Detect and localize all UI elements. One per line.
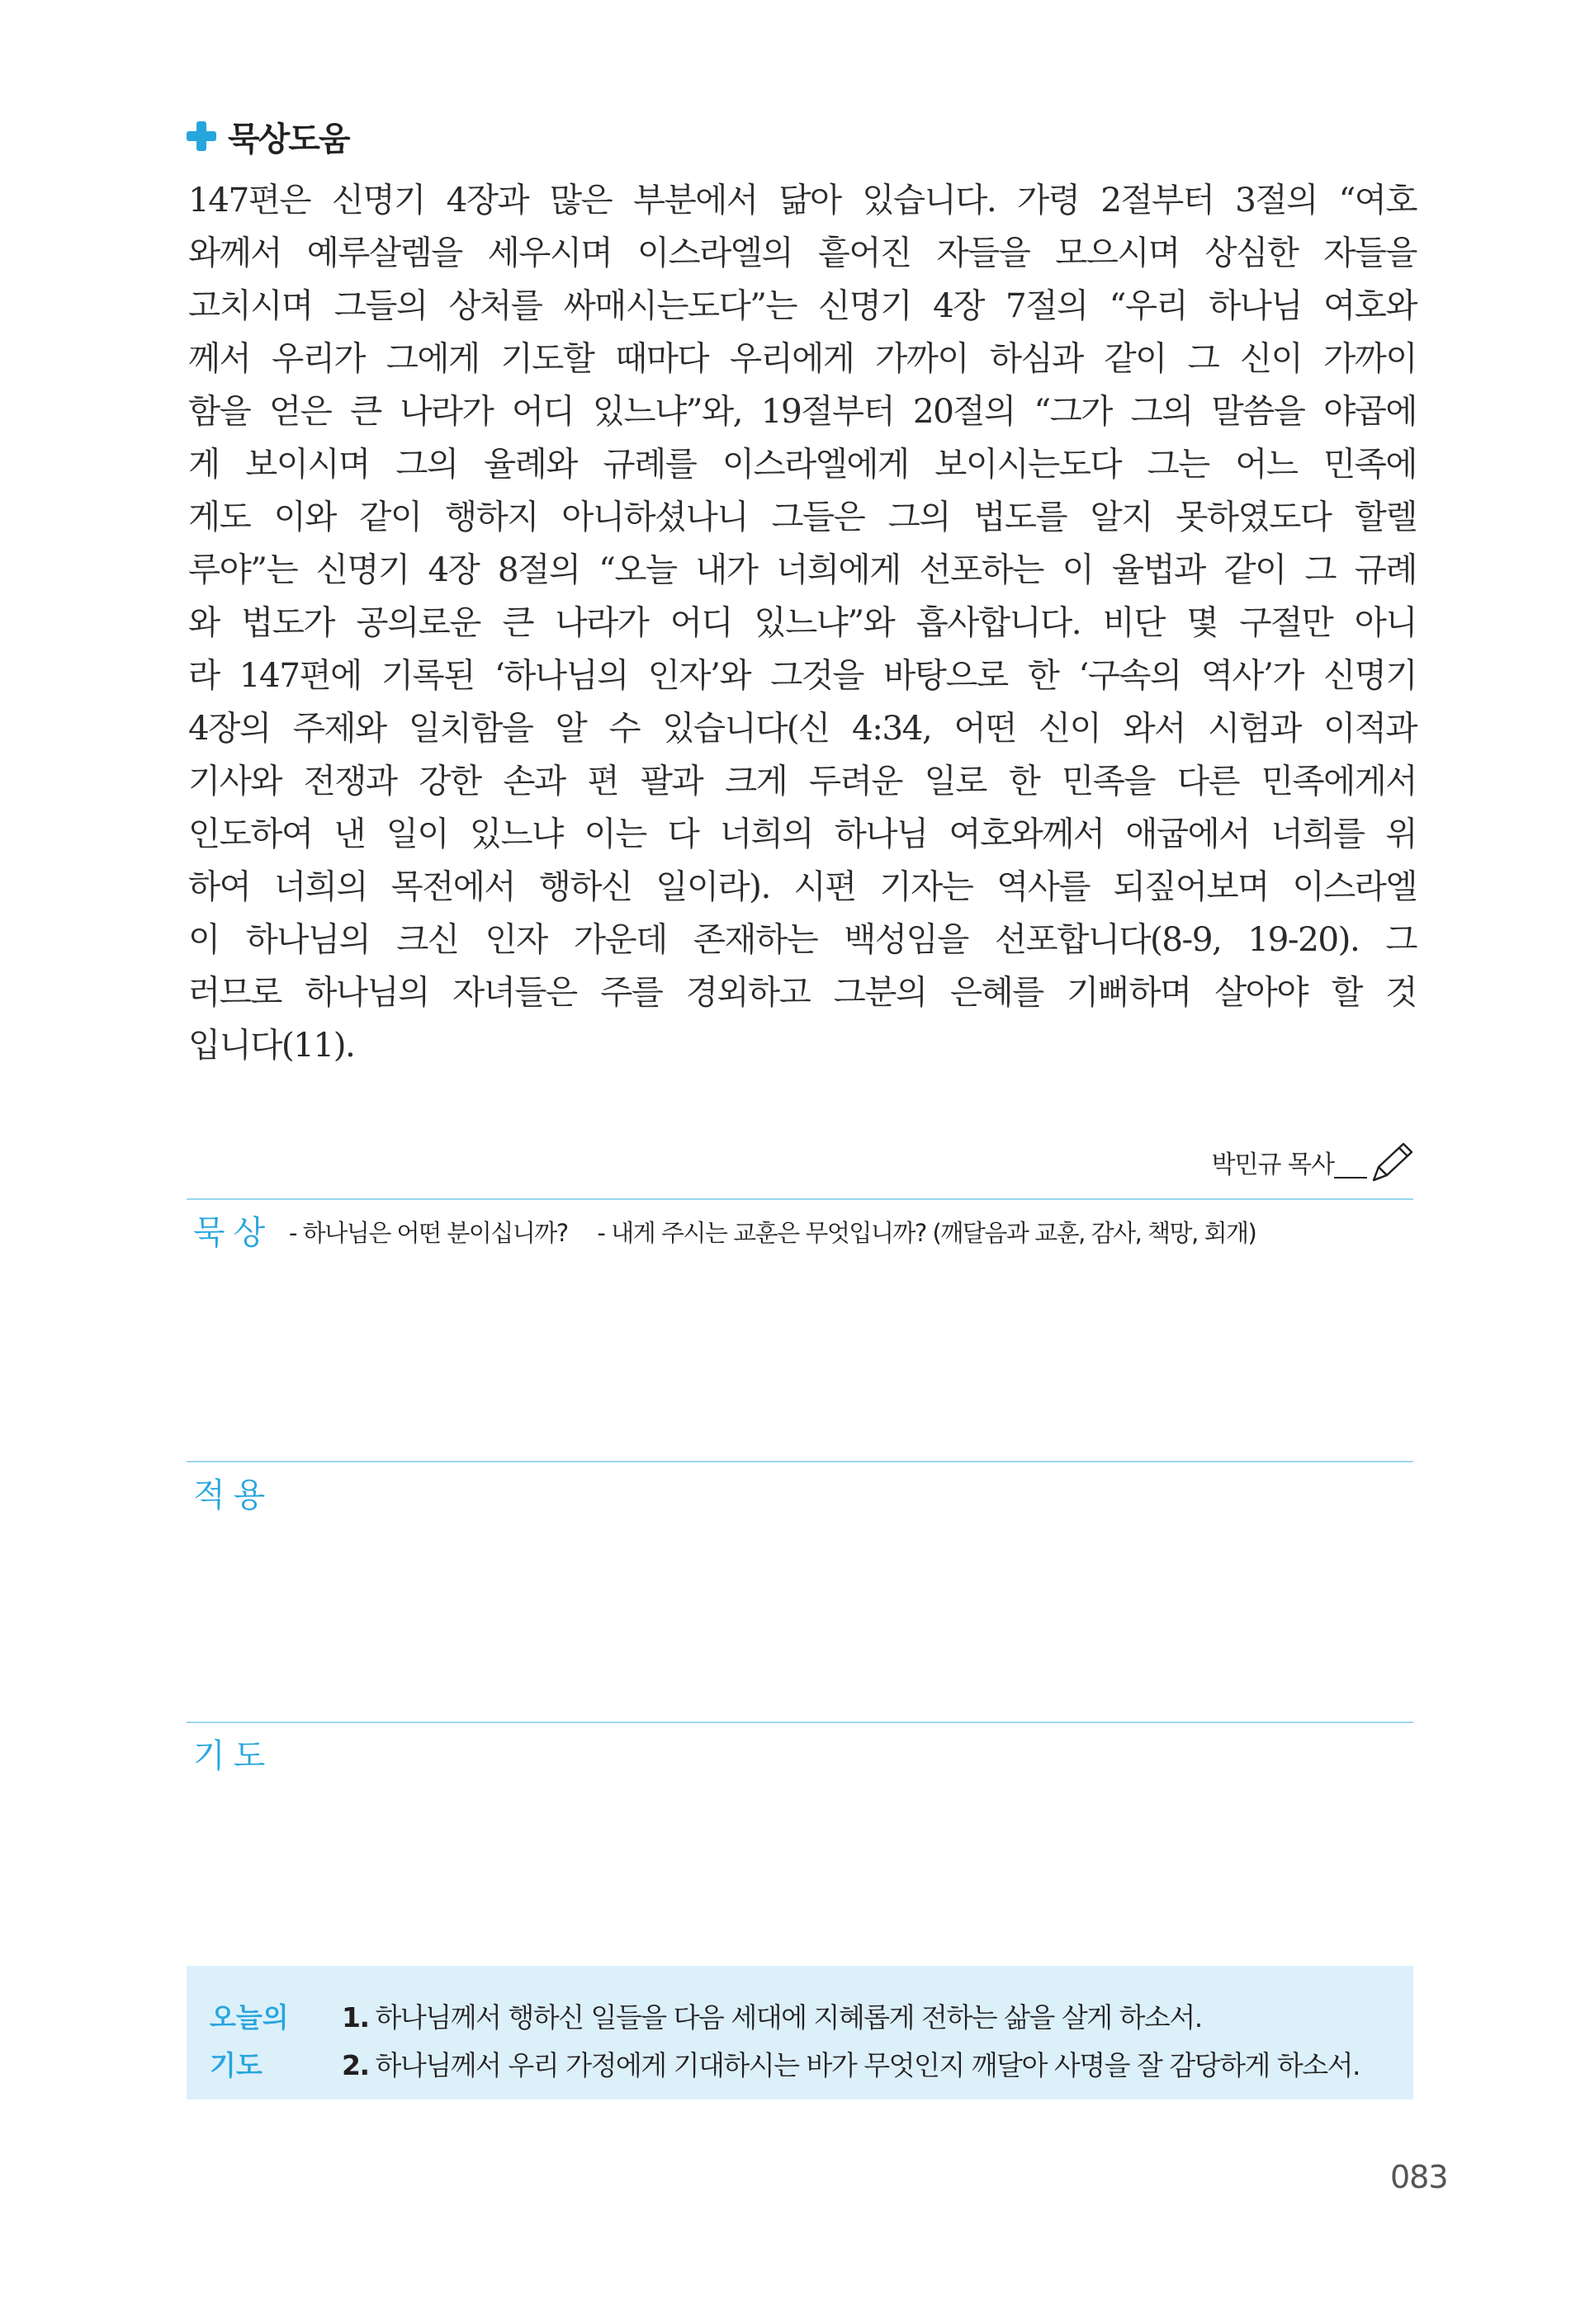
text-line: 게 보이시며 그의 율례와 규례를 이스라엘에게 보이시는도다 그는 어느 민족에 [188,444,1417,484]
todays-prayer-box [187,1966,1413,2100]
todays-prayer-label [210,1994,300,2090]
prayer-label: 기도 [193,1737,274,1775]
text-line: 147편은 신명기 4장과 많은 부분에서 닮아 있습니다. 가령 2절부터 3절의 “여호 [188,180,1417,220]
text-line: 하여 너희의 목전에서 행하신 일이라). 시편 기자는 역사를 되짚어보며 이스라엘 [188,867,1417,906]
section-heading [187,114,349,158]
prayer-item-number: 1. [342,2001,369,2034]
text-line: 4장의 주제와 일치함을 알 수 있습니다(신 4:34, 어떤 신이 와서 시험과 이적과 [188,708,1417,748]
meditation-help-text [188,173,1417,1071]
text-line: 고치시며 그들의 상처를 싸매시는도다”는 신명기 4장 7절의 “우리 하나님 여호와 [188,286,1417,325]
prayer-item [342,1994,1360,2042]
prayer-item-text: 하나님께서 우리 가정에게 기대하시는 바가 무엇인지 깨달아 사명을 잘 감당하게 하소서. [375,2049,1360,2081]
prompt-lesson: - 내게 주시는 교훈은 무엇입니까? (깨달음과 교훈, 감사, 책망, 회개) [597,1219,1256,1247]
application-label: 적용 [193,1476,274,1514]
author-name: 박민규 목사 [1211,1150,1334,1179]
text-line: 이 하나님의 크신 인자 가운데 존재하는 백성임을 선포합니다(8-9, 19-20). 그 [188,919,1417,959]
text-line: 와께서 예루살렘을 세우시며 이스라엘의 흩어진 자들을 모으시며 상심한 자들을 [188,233,1417,272]
text-line: 와 법도가 공의로운 큰 나라가 어디 있느냐”와 흡사합니다. 비단 몇 구절만 아니 [188,602,1417,642]
todays-prayer-label-line2: 기도 [210,2049,263,2081]
prayer-item [342,2042,1360,2090]
text-line: 기사와 전쟁과 강한 손과 편 팔과 크게 두려운 일로 한 민족을 다른 민족에게서 [188,761,1417,801]
page-number: 083 [1390,2159,1448,2195]
prayer-item-text: 하나님께서 행하신 일들을 다음 세대에 지혜롭게 전하는 삶을 살게 하소서. [375,2001,1202,2034]
text-line: 입니다(11). [188,1025,355,1065]
text-line: 루야”는 신명기 4장 8절의 “오늘 내가 너희에게 선포하는 이 율법과 같이 그 규례 [188,550,1417,589]
prayer-write-area[interactable] [187,1779,1413,1953]
plus-icon [187,121,216,151]
meditation-divider [187,1198,1413,1200]
prompt-who-is-god: - 하나님은 어떤 분이십니까? [289,1219,568,1247]
pencil-icon [1367,1139,1417,1187]
todays-prayer-label-line1: 오늘의 [210,2001,289,2034]
signature-line [1334,1152,1367,1179]
todays-prayer-items [342,1994,1360,2090]
heading-title: 묵상도움 [228,120,349,158]
text-line: 함을 얻은 큰 나라가 어디 있느냐”와, 19절부터 20절의 “그가 그의 말씀을 야곱에 [188,391,1417,431]
text-line: 께서 우리가 그에게 기도할 때마다 우리에게 가까이 하심과 같이 그 신이 가까이 [188,338,1417,378]
application-divider [187,1461,1413,1462]
meditation-label: 묵상 [193,1214,274,1252]
text-line: 인도하여 낸 일이 있느냐 이는 다 너희의 하나님 여호와께서 애굽에서 너희를 위 [188,814,1417,853]
text-line: 러므로 하나님의 자녀들은 주를 경외하고 그분의 은혜를 기뻐하며 살아야 할 것 [188,972,1417,1012]
application-write-area[interactable] [187,1519,1413,1722]
text-line: 게도 이와 같이 행하지 아니하셨나니 그들은 그의 법도를 알지 못하였도다 할렐 [188,497,1417,536]
meditation-write-area[interactable] [187,1263,1413,1461]
meditation-prompts [289,1215,1279,1249]
text-line: 라 147편에 기록된 ‘하나님의 인자’와 그것을 바탕으로 한 ‘구속의 역사’가 신명기 [188,655,1417,695]
prayer-divider [187,1722,1413,1723]
author-signature [1156,1137,1417,1187]
prayer-item-number: 2. [342,2049,369,2081]
